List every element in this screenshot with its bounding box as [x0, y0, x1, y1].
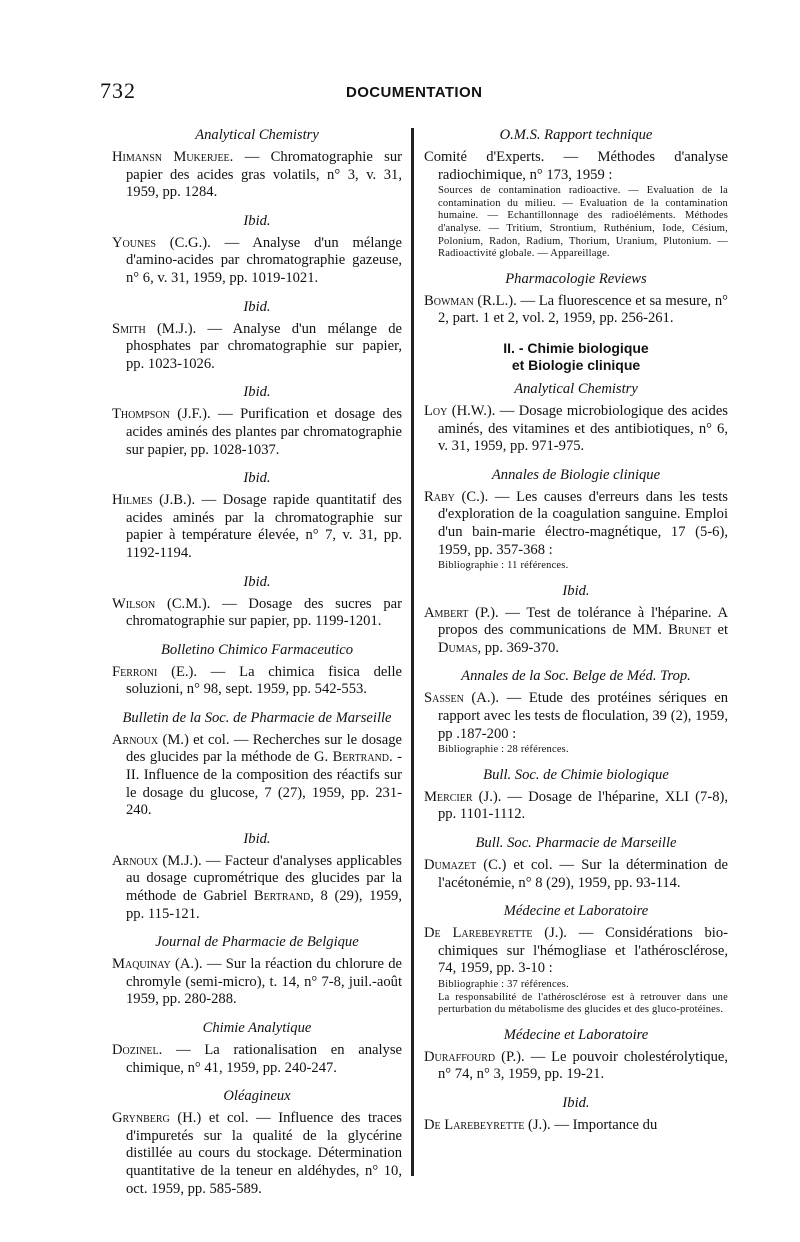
author: Smith [112, 320, 146, 337]
entry-text: . - II. Influence de la composition des réactifs sur le dosage du glucose, 7 (27), 1959, pp. 231-240. [126, 749, 402, 819]
section-heading-line: et Biologie clinique [511, 356, 641, 373]
entry-note: Bibliographie : 28 références. [438, 744, 569, 756]
entry-text: (J.). — Dosage de l'héparine, XLI (7-8), pp. 1101-1112. [438, 788, 728, 823]
bibliography-entry [424, 857, 728, 892]
entry-text: (H.W.). — Dosage microbiologique des acides aminés, des vitamines et des antibiotiques, n° 6, v. 31, 1959, pp. 971-975. [438, 402, 728, 455]
column-divider [411, 128, 414, 1176]
source-title: Analytical Chemistry [514, 380, 638, 397]
bibliography-entry [112, 664, 402, 699]
entry-text: (J.B.). — Dosage rapide quantitatif des acides aminés par la chromatographie sur papier à température élevée, n° 7, v. 31, pp. 1192-1194. [126, 492, 402, 561]
entry-text: (H.) et col. — Influence des traces d'impuretés sur la qualité de la glycérine distillée au cours du stockage. Détermination quantitative de la teneur en aldéhydes, n° 10, oct. 1959, pp. 585-589. [126, 1110, 402, 1197]
entry-text: (R.L.). — La fluorescence et sa mesure, n° 2, part. 1 et 2, vol. 2, 1959, pp. 256-261. [438, 292, 728, 327]
source-title: Bull. Soc. Pharmacie de Marseille [475, 835, 677, 852]
source-title: Ibid. [243, 470, 271, 487]
bibliography-entry [424, 925, 728, 978]
author: Mercier [424, 788, 473, 805]
entry-text: (M.) et col. — Recherches sur le dosage des glucides par la méthode de G. [126, 731, 402, 766]
bibliography-entry [424, 690, 728, 743]
entry-note [424, 979, 728, 1017]
source-title: Ibid. [243, 830, 271, 847]
running-title: DOCUMENTATION [346, 84, 483, 101]
bibliography-entry [424, 1049, 728, 1084]
cited-author: Bertrand [253, 888, 311, 905]
entry-note: Sources de contamination radioactive. — Evaluation de la contamination du milieu. — Evaluation de la contamination humaine. — Echantillonnage des radioéléments. Méthodes d'analyse. — Tritium, Strontium, Ruthénium, Iode, Césium, Polonium, Radon, Radium, Thorium, Uranium, Plutonium. — Radioactivité globale. — Appareillage. [438, 185, 728, 260]
author: Thompson [112, 406, 170, 423]
bibliography-entry [424, 789, 728, 824]
bibliography-entry [112, 596, 402, 631]
bibliography-entry [112, 1042, 402, 1077]
source-title: Médecine et Laboratoire [503, 1026, 649, 1043]
source-title: Annales de la Soc. Belge de Méd. Trop. [461, 668, 691, 685]
author: Dozinel. [112, 1042, 163, 1058]
source-title: Ibid. [562, 582, 590, 599]
bibliography-entry [424, 403, 728, 456]
entry-text: (J.F.). — Purification et dosage des acides aminés des plantes par chromatographie sur papier, pp. 1028-1037. [126, 406, 402, 458]
note-line: La responsabilité de l'athérosclérose est à retrouver dans une perturbation du métabolisme des glucides et des gluco-protéines. [438, 991, 728, 1016]
entry-text: (A.). — Etude des protéines sériques en rapport avec les tests de floculation, 39 (2), 1959, pp .187-200 : [438, 690, 728, 742]
author: Raby [424, 488, 455, 505]
source-title: Bull. Soc. de Chimie biologique [483, 766, 669, 783]
entry-text: (C.M.). — Dosage des sucres par chromatographie sur papier, pp. 1199-1201. [126, 595, 402, 630]
source-title: Pharmacologie Reviews [505, 270, 647, 287]
bibliography-entry [112, 853, 402, 923]
author: Himansn Mukerjee. [112, 149, 234, 165]
source-title: O.M.S. Rapport technique [499, 127, 653, 143]
author: Wilson [112, 595, 156, 612]
entry-text: — Chromatographie sur papier des acides gras volatils, n° 3, v. 31, 1959, pp. 1284. [126, 149, 402, 201]
author: De Larebeyrette [424, 1116, 525, 1133]
author: Hilmes [112, 492, 153, 509]
bibliography-entry [112, 406, 402, 459]
entry-text: (P.). — Test de tolérance à l'héparine. A propos des communications de MM. [438, 604, 728, 639]
bibliography-entry [424, 489, 728, 559]
cited-author: Dumas [438, 639, 478, 656]
entry-text: (C.). — Les causes d'erreurs dans les tests d'exploration de la coagulation sanguine. Emploi d'un bain-marie électro-magnétique, 17 (5-6), 1959, pp. 357-368 : [438, 488, 728, 558]
source-title: Bolletino Chimico Farmaceutico [160, 641, 354, 658]
entry-text: et [711, 622, 728, 639]
entry-text: (C.G.). — Analyse d'un mélange d'amino-acides par chromatographie gazeuse, n° 6, v. 31, 1959, pp. 1019-1021. [126, 234, 402, 286]
entry-text: , 8 (29), 1959, pp. 115-121. [126, 888, 402, 922]
page-header [0, 72, 800, 102]
source-title: Bulletin de la Soc. de Pharmacie de Marseille [122, 709, 392, 726]
source-title: Journal de Pharmacie de Belgique [155, 934, 359, 951]
source-title: Ibid. [243, 212, 271, 229]
bibliography-entry [112, 956, 402, 1009]
bibliography-entry [112, 732, 402, 820]
entry-text: (M.J.). — Facteur d'analyses applicables au dosage cuprométrique des glucides par la méthode de Gabriel [126, 852, 402, 905]
bibliography-entry [424, 605, 728, 658]
author: Sassen [424, 690, 464, 707]
author: Arnoux [112, 852, 159, 869]
bibliography-entry [424, 149, 728, 184]
note-line: Bibliographie : 37 références. [438, 979, 569, 990]
left-column [112, 122, 402, 1208]
entry-text: (M.J.). — Analyse d'un mélange de phosphates par chromatographie sur papier, pp. 1023-1026. [126, 320, 402, 372]
author: Ferroni [112, 663, 158, 680]
entry-text: Comité d'Experts. — Méthodes d'analyse radiochimique, n° 173, 1959 : [424, 149, 728, 183]
right-column [424, 122, 728, 1145]
author: Duraffourd [424, 1048, 496, 1065]
source-title: Ibid. [562, 1094, 590, 1111]
source-title: Ibid. [243, 573, 271, 590]
bibliography-entry [424, 293, 728, 328]
bibliography-entry [112, 1110, 402, 1198]
entry-text: (P.). — Le pouvoir cholestérolytique, n° 74, n° 3, 1959, pp. 19-21. [438, 1048, 728, 1083]
source-title: Chimie Analytique [202, 1020, 312, 1036]
author: Maquinay [112, 956, 171, 973]
author: Grynberg [112, 1110, 170, 1127]
bibliography-entry [112, 235, 402, 288]
source-title: Ibid. [243, 384, 271, 401]
source-title: Ibid. [243, 298, 271, 315]
entry-text: , pp. 369-370. [477, 639, 559, 656]
source-title: Médecine et Laboratoire [503, 903, 649, 920]
source-title: Analytical Chemistry [195, 127, 319, 143]
entry-text: (A.). — Sur la réaction du chlorure de chromyle (semi-micro), t. 14, n° 7-8, juil.-août 1959, pp. 280-288. [126, 956, 402, 1008]
cited-author: Bertrand [332, 749, 390, 766]
author: Dumazet [424, 857, 477, 874]
bibliography-entry [112, 321, 402, 374]
source-title: Oléagineux [223, 1088, 291, 1105]
author: De Larebeyrette [424, 925, 533, 942]
page-number: 732 [100, 78, 136, 103]
entry-text: — La rationalisation en analyse chimique, n° 41, 1959, pp. 240-247. [126, 1042, 402, 1076]
bibliography-entry [424, 1117, 728, 1135]
author: Ambert [424, 604, 469, 621]
author: Loy [424, 402, 448, 419]
section-heading [424, 340, 728, 374]
cited-author: Brunet [668, 622, 712, 639]
section-heading-line: II. - Chimie biologique [503, 339, 649, 356]
bibliography-entry [112, 149, 402, 202]
entry-text: (E.). — La chimica fisica delle soluzioni, n° 98, sept. 1959, pp. 542-553. [126, 663, 402, 698]
source-title: Annales de Biologie clinique [491, 466, 661, 483]
author: Younes [112, 234, 156, 251]
bibliography-entry [112, 492, 402, 562]
entry-text: (J.). — Considérations bio-chimiques sur l'hémogliase et l'athérosclérose, 74, 1959, pp. 3-10 : [438, 925, 728, 977]
entry-text: (J.). — Importance du [524, 1116, 658, 1133]
author: Arnoux [112, 731, 159, 748]
author: Bowman [424, 292, 474, 309]
entry-text: (C.) et col. — Sur la détermination de l'acétonémie, n° 8 (29), 1959, pp. 93-114. [438, 857, 728, 891]
entry-note: Bibliographie : 11 références. [438, 560, 569, 572]
